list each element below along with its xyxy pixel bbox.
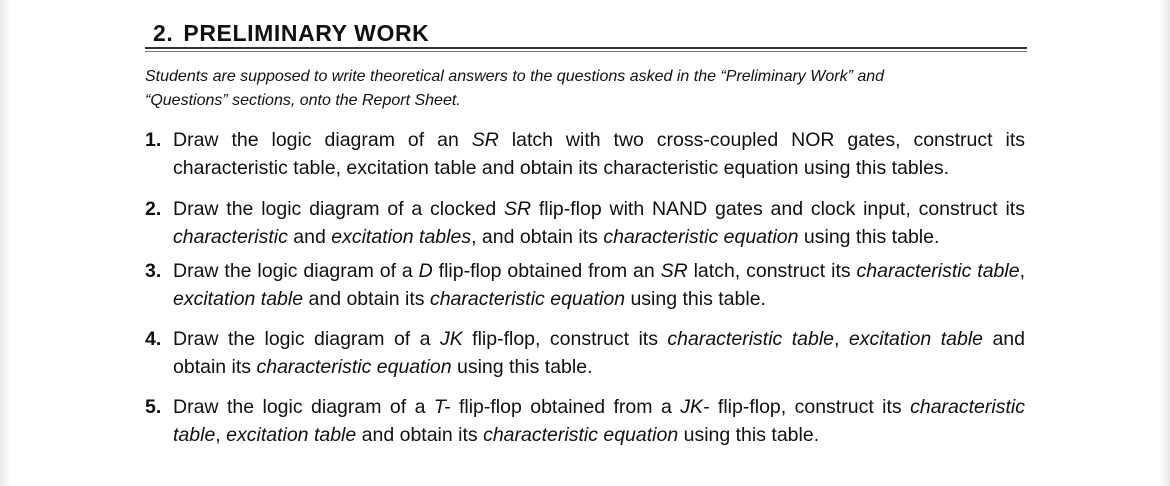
item-text: Draw the logic diagram of a clocked [173,198,504,220]
item-emphasis: excitation tables [331,226,472,248]
list-item [145,257,1025,313]
item-text: flip-flop, construct its [709,396,911,418]
intro-line-1: Students are supposed to write theoretical answers to the questions asked in the “Preliminary Work” and [145,68,885,85]
item-number: 1. [145,129,162,151]
list-item [145,325,1025,381]
item-text: using this table. [451,356,593,378]
heading-underline [145,47,1027,52]
item-text: Draw the logic diagram of a [173,396,434,418]
item-text: , [215,424,227,446]
item-emphasis: characteristic table [667,328,835,350]
item-text: and obtain its [356,424,484,446]
section-heading [153,20,429,47]
item-text: flip-flop, construct its [462,328,668,350]
item-text: and obtain its [303,288,430,310]
page-shadow-right [1160,0,1170,486]
item-number: 5. [145,396,162,418]
item-text: using this table. [625,288,766,310]
item-emphasis: excitation table [226,424,357,446]
list-item [145,195,1025,251]
item-text: flip-flop obtained from a [450,396,681,418]
item-emphasis: JK [439,328,463,350]
item-emphasis: excitation table [848,328,984,350]
list-item [145,126,1025,182]
item-text: and obtain its [173,328,1025,378]
item-emphasis: JK- [680,396,710,418]
item-emphasis: SR [471,129,499,151]
item-emphasis: T- [433,396,451,418]
item-text: latch with two cross-coupled NOR gates, construct its characteristic table, excitation table and obtain its characteristic equation using this tables. [173,129,1026,179]
item-text: Draw the logic diagram of a [173,328,440,350]
list-item [145,393,1025,449]
section-number: 2. [153,20,174,46]
item-emphasis: SR [503,198,532,220]
intro-paragraph [145,65,1005,113]
item-emphasis: characteristic [173,226,288,248]
item-text: latch, construct its [687,260,857,282]
item-text: Draw the logic diagram of an [173,129,472,151]
item-text: , [1019,260,1025,282]
item-emphasis: characteristic equation [256,356,452,378]
item-emphasis: characteristic table [173,396,1025,446]
question-list [145,126,1025,449]
item-emphasis: characteristic equation [603,226,799,248]
item-text: using this table. [798,226,940,248]
item-emphasis: excitation table [173,288,304,310]
item-number: 3. [145,260,162,282]
item-emphasis: characteristic equation [429,288,626,310]
item-text: flip-flop with NAND gates and clock input, construct its [531,198,1025,220]
item-emphasis: SR [660,260,688,282]
section-title: PRELIMINARY WORK [183,20,430,46]
item-text: , and obtain its [471,226,604,248]
item-text: using this table. [678,424,820,446]
item-emphasis: D [418,260,433,282]
item-number: 2. [145,198,162,220]
item-text: , [834,328,849,350]
item-emphasis: characteristic equation [483,424,679,446]
item-text: Draw the logic diagram of a [173,260,419,282]
item-text: flip-flop obtained from an [432,260,661,282]
item-number: 4. [145,328,162,350]
item-text: and [287,226,332,248]
item-emphasis: characteristic table [856,260,1020,282]
page-shadow-left [0,0,10,486]
intro-line-2: “Questions” sections, onto the Report Sheet. [145,92,461,109]
